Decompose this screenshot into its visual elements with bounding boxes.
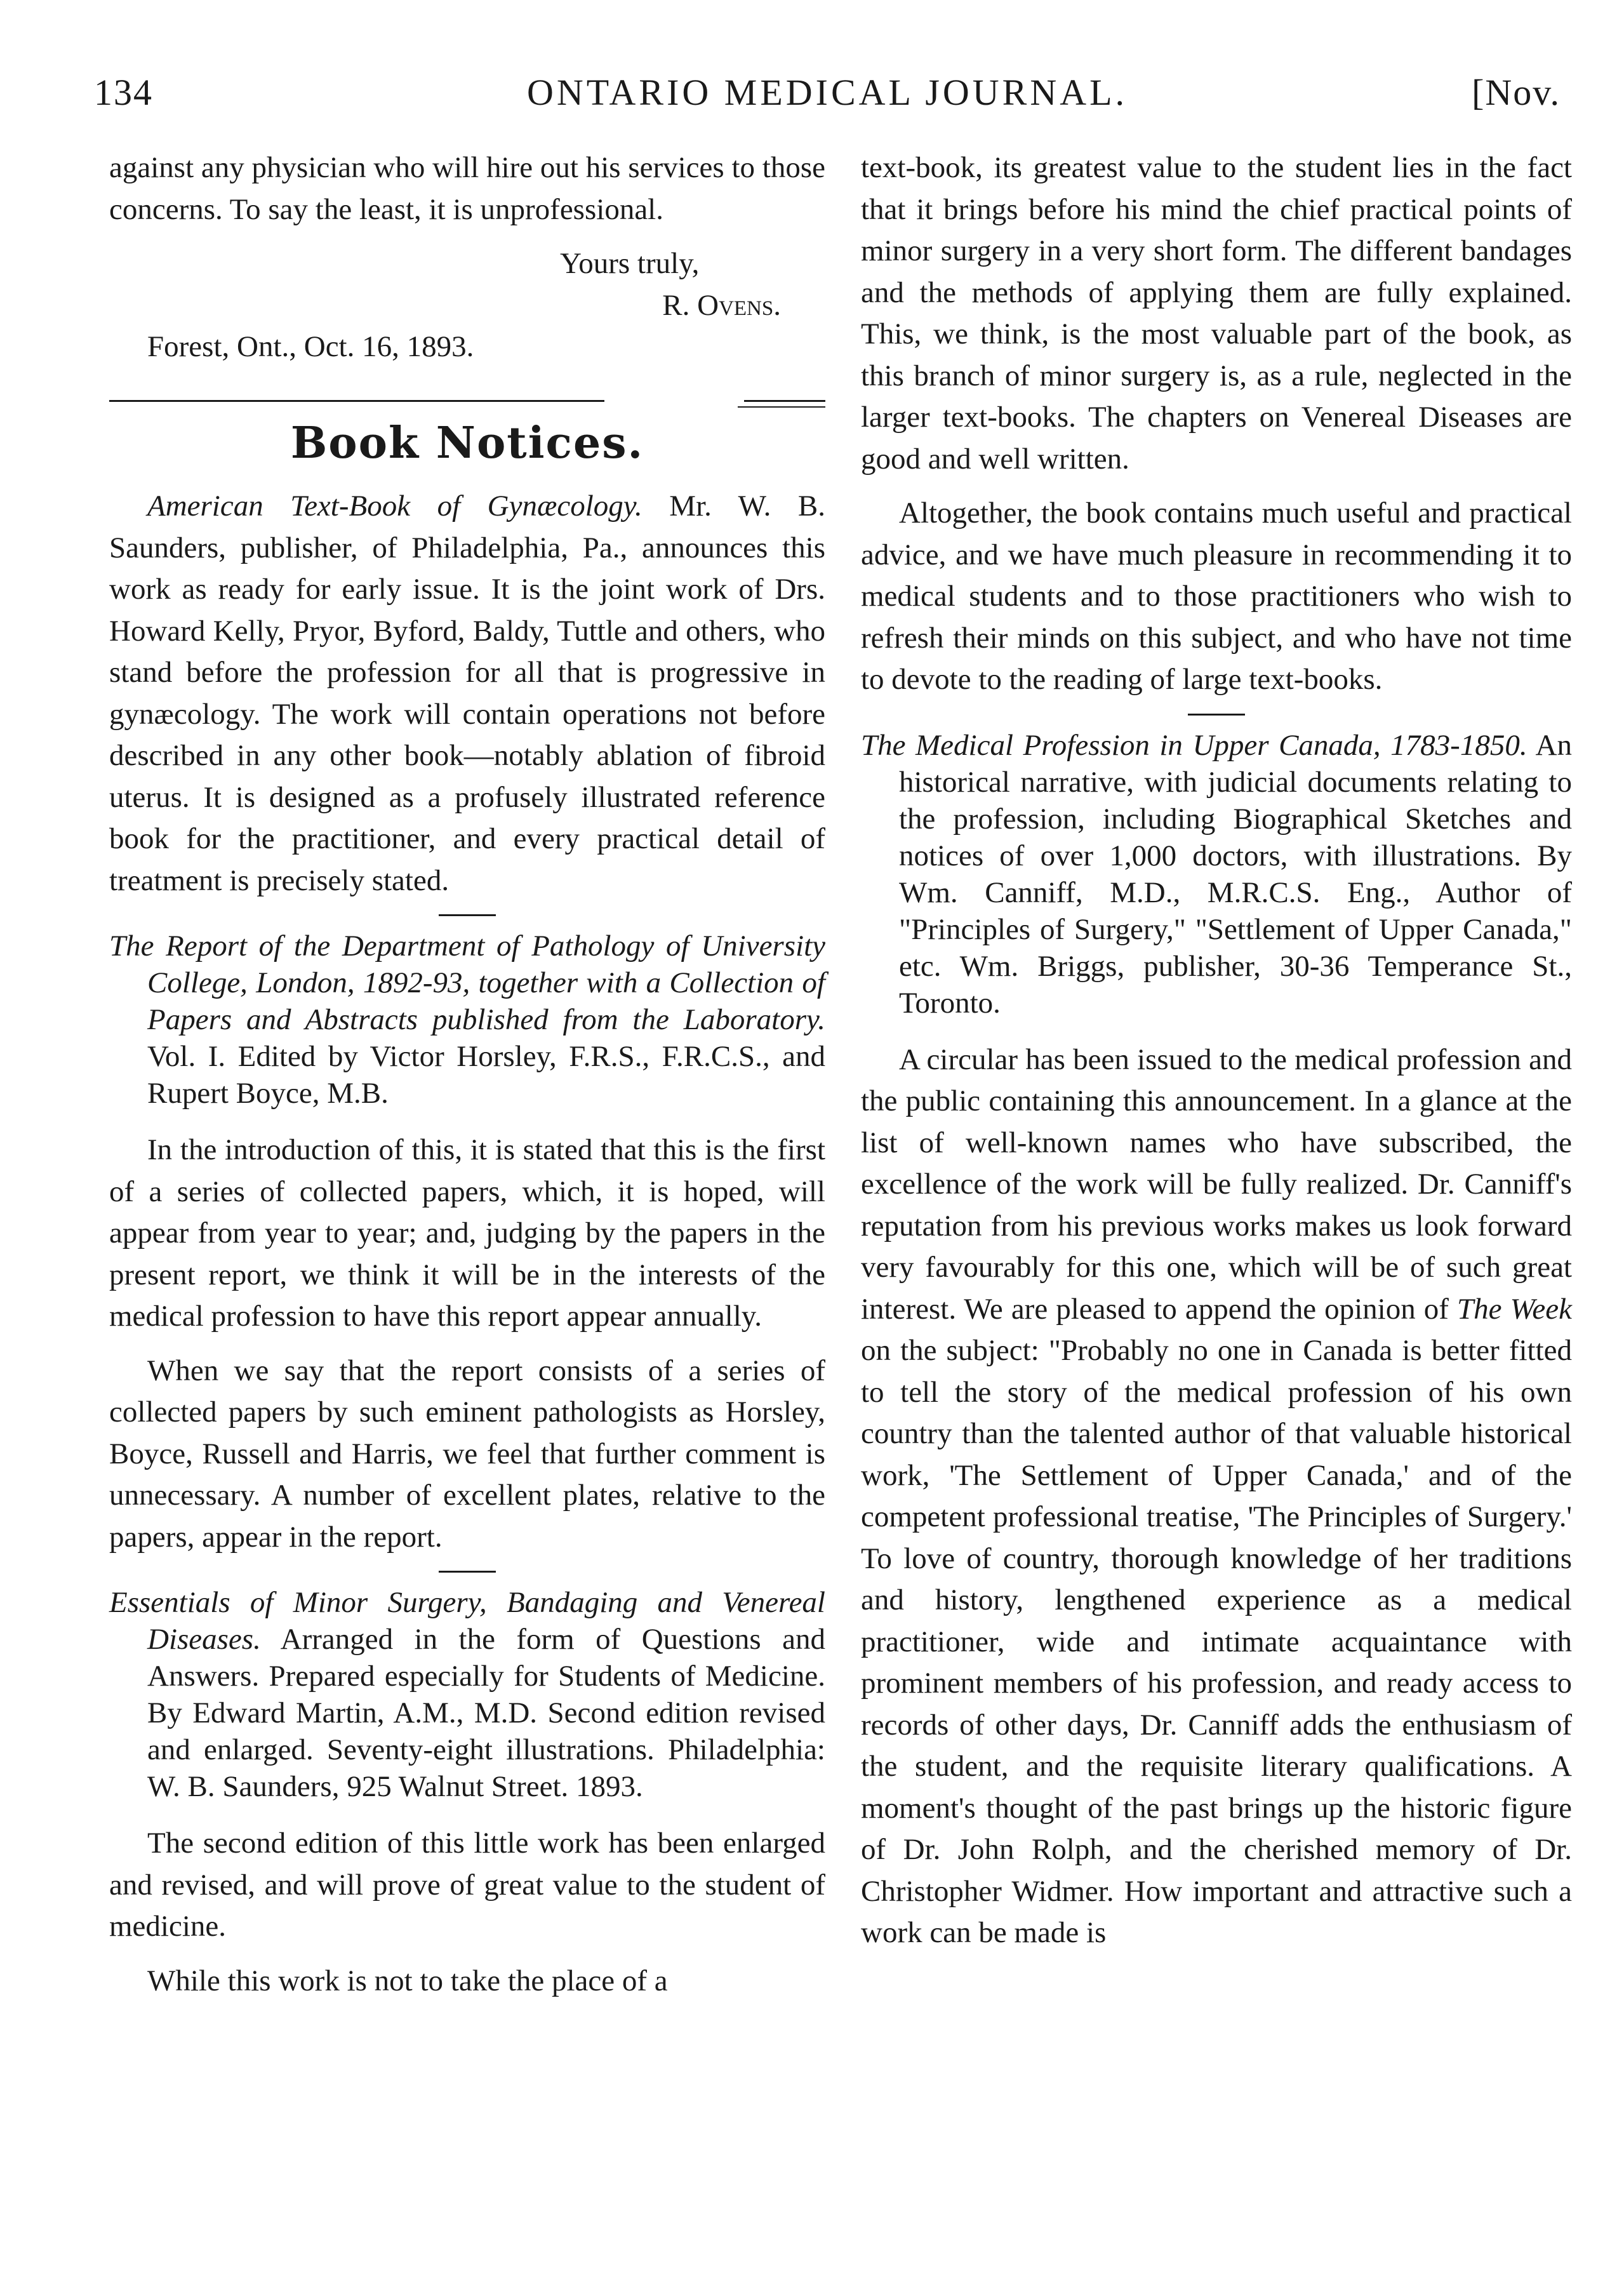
notice-minor-surgery-paragraph-1: The second edition of this little work has been enlarged and revised, and will prove of great value to the student of medicine.: [109, 1827, 825, 1943]
right-column: [861, 147, 1572, 1967]
issue-month: [Nov.: [1472, 72, 1561, 113]
left-column: [109, 147, 825, 2015]
notice-minor-surgery-paragraph-2-start: While this work is not to take the place of a: [147, 1964, 668, 1997]
notice-upper-canada-title: The Medical Profession in Upper Canada, 1783-1850.: [861, 728, 1527, 762]
notice-minor-surgery-paragraph-3: Altogether, the book contains much useful and practical advice, and we have much pleasure in recommending it to medical students and to those practitioners who wish to refresh their minds on this subject, and who have not time to devote to the reading of large text-books.: [861, 496, 1572, 696]
letter-signature: R. Ovens.: [662, 288, 781, 322]
notice-pathology-title: The Report of the Department of Pathology of University College, London, 1892-93, together with a Collection of Papers and Abstracts published from the Laboratory.: [109, 929, 825, 1036]
notice-gynaecology-body: Mr. W. B. Saunders, publisher, of Philadelphia, Pa., announces this work as ready for early issue. It is the joint work of Drs. Howard Kelly, Pryor, Byford, Baldy, Tuttle and others, who stand before the profession for all that is progressive in gynæcology. The work will contain operations not before described in any other book—notably ablation of fibroid uterus. It is designed as a profusely illustrated reference book for the practitioner, and every practical detail of treatment is precisely stated.: [109, 490, 825, 897]
notice-upper-canada-heading: [861, 727, 1572, 1022]
notice-minor-surgery-title: Essentials of Minor Surgery, Bandaging and Venereal Diseases.: [109, 1586, 825, 1656]
notice-minor-surgery-meta: Arranged in the form of Questions and Answers. Prepared especially for Students of Medicine. By Edward Martin, A.M., M.D. Second edition revised and enlarged. Seventy-eight illustrations. Philadelphia: W. B. Saunders, 925 Walnut Street. 1893.: [147, 1623, 825, 1803]
notice-pathology-meta: Vol. I. Edited by Victor Horsley, F.R.S., F.R.C.S., and Rupert Boyce, M.B.: [147, 1040, 825, 1110]
notice-upper-canada-meta: An historical narrative, with judicial documents relating to the profession, including Biographical Sketches and notices of over 1,000 doctors, with illustrations. By Wm. Canniff, M.D., M.R.C.S. Eng., Author of "Principles of Surgery," "Settlement of Upper Canada," etc. Wm. Briggs, publisher, 30-36 Temperance St., Toronto.: [899, 728, 1572, 1020]
notice-upper-canada-paragraph: [861, 1039, 1572, 1954]
notice-divider: [439, 1571, 496, 1573]
notice-pathology-paragraph-2: When we say that the report consists of a series of collected papers by such eminent pathologists as Horsley, Boyce, Russell and Harris, we feel that further comment is unnecessary. A number of excellent plates, relative to the papers, appear in the report.: [109, 1354, 825, 1554]
notice-pathology-heading: [109, 928, 825, 1112]
letter-closing-text: against any physician who will hire out his services to those concerns. To say the least, it is unprofessional.: [109, 151, 825, 226]
notice-upper-canada-text-1: A circular has been issued to the medical profession and the public containing this announcement. In a glance at the list of well-known names who have subscribed, the excellence of the work will be fully realized. Dr. Canniff's reputation from his previous works makes us look forward very favourably for this one, which will be of such great interest. We are pleased to append the opinion of: [861, 1042, 1572, 1326]
notice-pathology-paragraph-1: In the introduction of this, it is stated that this is the first of a series of collected papers, which, it is hoped, will appear from year to year; and, judging by the papers in the present report, we think it will be in the interests of the medical profession to have this report appear annually.: [109, 1133, 825, 1333]
notice-upper-canada-text-2: on the subject: "Probably no one in Canada is better fitted to tell the story of the medical profession of his own country than the talented author of that valuable historical work, 'The Settlement of Upper Canada,' and of the competent professional treatise, 'The Principles of Surgery.' To love of country, thorough knowledge of her traditions and history, lengthened experience as a medical practitioner, wide and intimate acquaintance with prominent members of his profession, and ready access to records of other days, Dr. Canniff adds the enthusiasm of the student, and the requisite literary qualifications. A moment's thought of the past brings up the historic figure of Dr. John Rolph, and the cherished memory of Dr. Christopher Widmer. How important and attractive such a work can be made is: [861, 1334, 1572, 1949]
running-header: [94, 71, 1561, 122]
notice-minor-surgery-paragraph-2-cont: text-book, its greatest value to the student lies in the fact that it brings before his mind the chief practical points of minor surgery in a very short form. The different bandages and the methods of applying them are fully explained. This, we think, is the most valuable part of the book, as this branch of minor surgery is, as a rule, neglected in the larger text-books. The chapters on Venereal Diseases are good and well written.: [861, 151, 1572, 476]
page-number: 134: [94, 72, 153, 113]
notice-divider: [1188, 714, 1245, 716]
notice-divider: [439, 914, 496, 916]
notice-gynaecology-title: American Text-Book of Gynæcology.: [147, 490, 642, 523]
journal-title: ONTARIO MEDICAL JOURNAL.: [526, 72, 1128, 113]
section-heading: Book Notices.: [290, 417, 644, 469]
letter-sign-off: Yours truly,: [560, 247, 700, 280]
the-week-reference: The Week: [1457, 1292, 1573, 1326]
section-divider: [109, 394, 825, 413]
letter-place-date: Forest, Ont., Oct. 16, 1893.: [147, 330, 474, 363]
notice-gynaecology: [109, 486, 825, 902]
notice-minor-surgery-heading: [109, 1584, 825, 1805]
